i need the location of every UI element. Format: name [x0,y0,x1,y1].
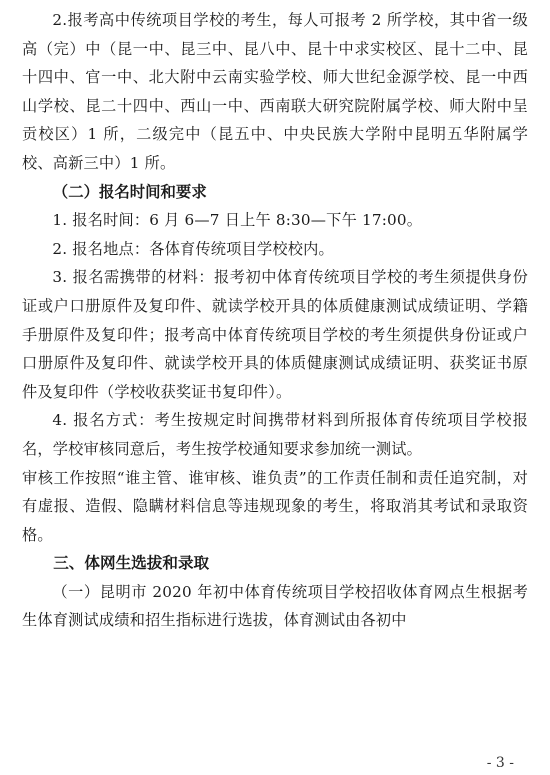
paragraph-registration-location: 2. 报名地点：各体育传统项目学校校内。 [52,239,334,258]
paragraph-high-school-application: 2.报考高中传统项目学校的考生，每人可报考 2 所学校，其中省一级高（完）中（昆一中、昆三中、昆八中、昆十中求实校区、昆十二中、昆十四中、官一中、北大附中云南实验学校、师大世纪金源学校、昆一中西山学校、昆二十四中、西山一中、西南联大研究院附属学校、师大附中呈贡校区）1 所，二级完中（昆五中、中央民族大学附中昆明五华附属学校、高新三中）1 所。 [22,11,528,172]
paragraph-registration-time: 1. 报名时间：6 月 6—7 日上午 8:30—下午 17:00。 [52,211,423,230]
section-heading-selection-admission: 三、体网生选拔和录取 [53,554,210,573]
paragraph-review-responsibility: 审核工作按照“谁主管、谁审核、谁负责”的工作责任制和责任追究制，对有虚报、造假、隐瞒材料信息等违规现象的考生，将取消其考试和录取资格。 [22,468,528,544]
paragraph-registration-method: 4. 报名方式：考生按规定时间携带材料到所报体育传统项目学校报名，学校审核同意后，考生按学校通知要求参加统一测试。 [22,411,528,458]
section-heading-registration-time: （二）报名时间和要求 [52,182,207,201]
paragraph-required-materials: 3. 报名需携带的材料：报考初中体育传统项目学校的考生须提供身份证或户口册原件及复印件、就读学校开具的体质健康测试成绩证明、学籍手册原件及复印件；报考高中体育传统项目学校的考生须提供身份证或户口册原件及复印件、就读学校开具的体质健康测试成绩证明、获奖证书原件及复印件（学校收获奖证书复印件）。 [22,268,528,401]
paragraph-selection-rules: （一）昆明市 2020 年初中体育传统项目学校招收体育网点生根据考生体育测试成绩和招生指标进行选拔，体育测试由各初中 [22,582,528,630]
page-number: - 3 - [486,755,514,771]
